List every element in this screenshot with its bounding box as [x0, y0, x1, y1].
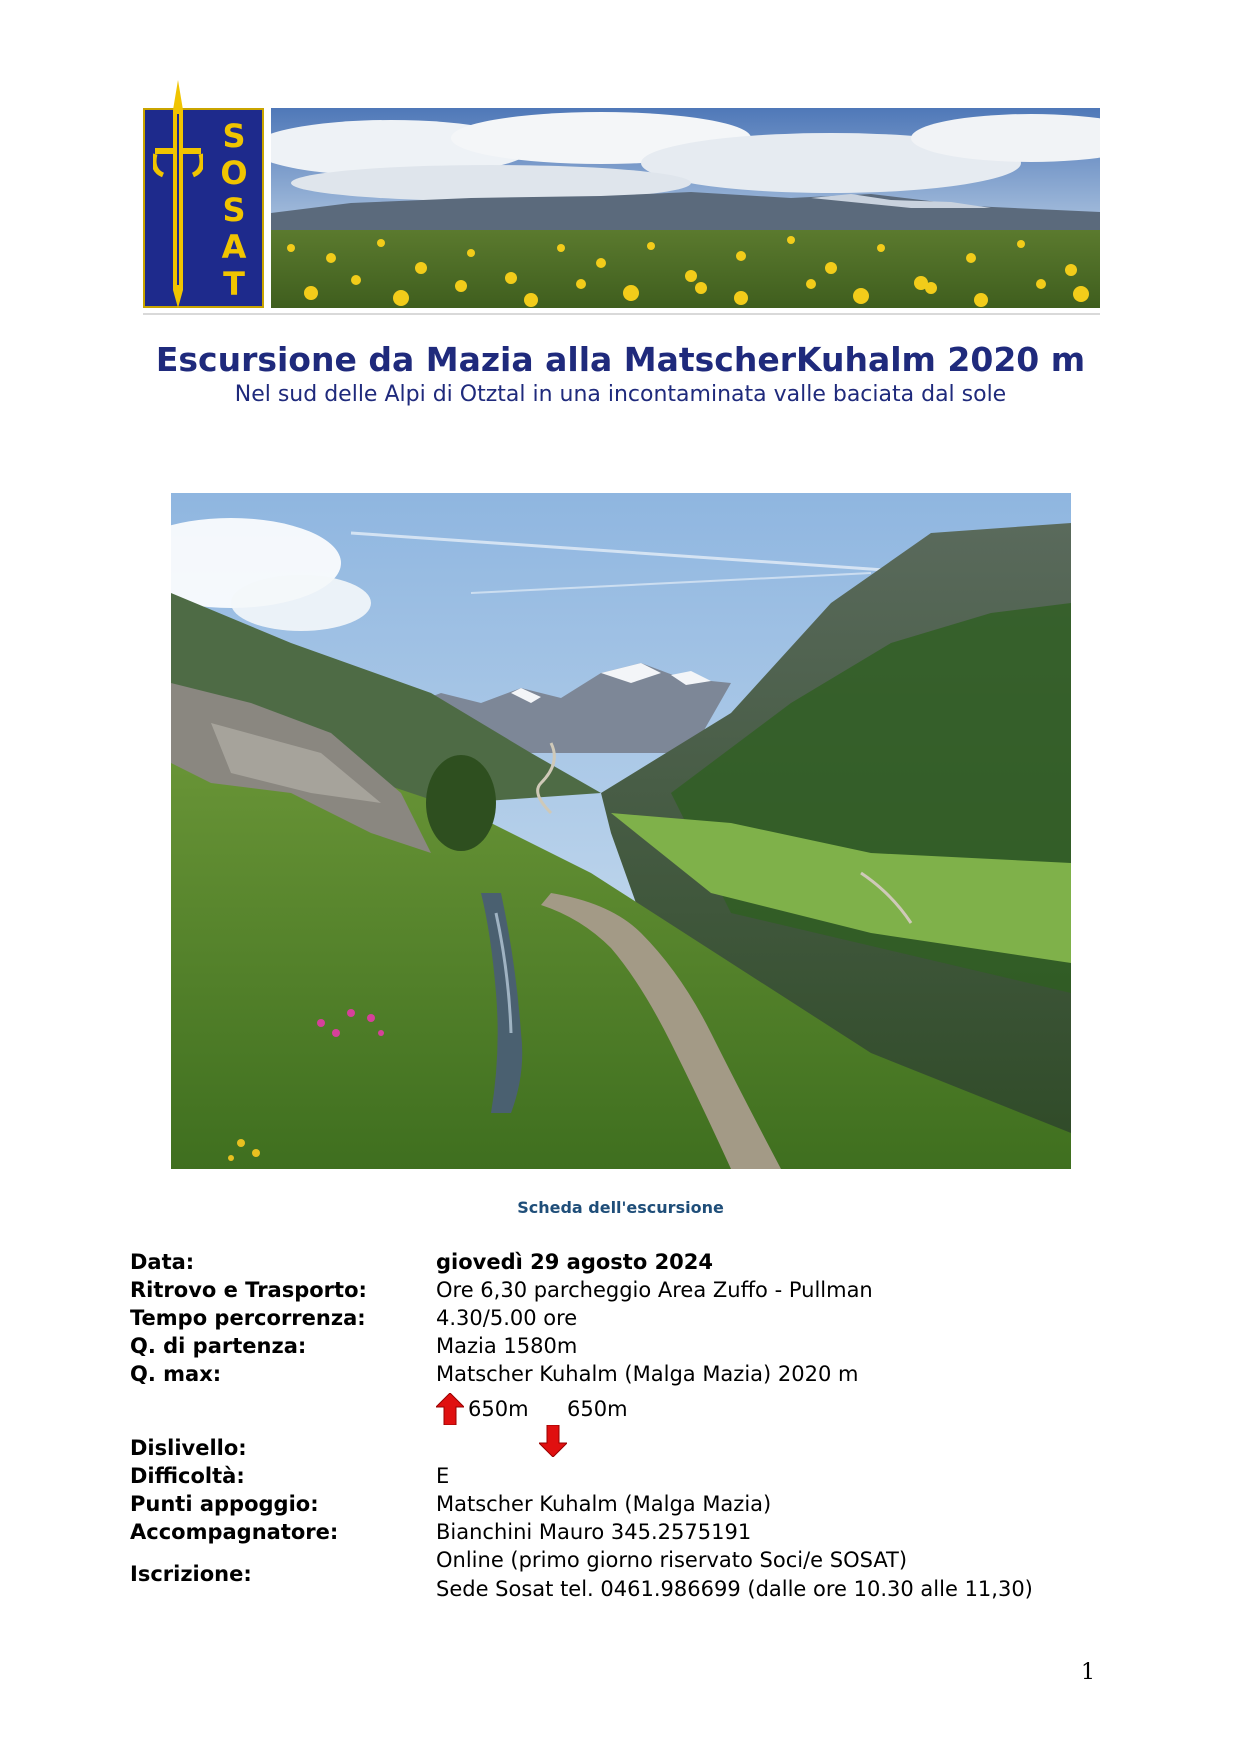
detail-label: Tempo percorrenza:: [130, 1306, 366, 1330]
detail-row-dislivello: [130, 1393, 1130, 1453]
section-caption: Scheda dell'escursione: [517, 1198, 724, 1217]
detail-value: Ore 6,30 parcheggio Area Zuffo - Pullman: [436, 1278, 873, 1302]
detail-label: Q. max:: [130, 1362, 222, 1386]
sword-icon: [153, 80, 203, 310]
detail-label: Accompagnatore:: [130, 1520, 339, 1544]
detail-label: Punti appoggio:: [130, 1492, 319, 1516]
detail-label: Ritrovo e Trasporto:: [130, 1278, 367, 1302]
detail-value: Online (primo giorno riservato Soci/e SOSAT): [436, 1548, 908, 1572]
logo-letter: S: [222, 191, 246, 229]
page-title: Escursione da Mazia alla MatscherKuhalm 2020 m: [155, 340, 1086, 379]
detail-value: Matscher Kuhalm (Malga Mazia): [436, 1492, 772, 1516]
detail-label: Difficoltà:: [130, 1464, 245, 1488]
detail-value: giovedì 29 agosto 2024: [436, 1250, 714, 1274]
logo-letter: A: [221, 228, 247, 266]
page-number: 1: [1081, 1660, 1095, 1685]
detail-row-iscrizione: [130, 1548, 1130, 1608]
header-banner: [143, 80, 1100, 308]
arrow-up-icon: [436, 1393, 464, 1425]
logo-letter: T: [223, 265, 245, 303]
banner-divider: [143, 313, 1100, 315]
detail-label: Iscrizione:: [130, 1562, 252, 1586]
detail-value: Matscher Kuhalm (Malga Mazia) 2020 m: [436, 1362, 859, 1386]
arrow-down-icon: [539, 1425, 567, 1457]
detail-label: Dislivello:: [130, 1436, 247, 1460]
detail-label: Data:: [130, 1250, 195, 1274]
detail-value: Mazia 1580m: [436, 1334, 578, 1358]
valley-trail-photo: [171, 493, 1071, 1169]
banner-landscape-photo: [271, 108, 1100, 308]
detail-value: 4.30/5.00 ore: [436, 1306, 578, 1330]
detail-value: Sede Sosat tel. 0461.986699 (dalle ore 10.30 alle 11,30): [436, 1577, 1033, 1601]
logo-text: [214, 118, 254, 303]
logo-letter: S: [222, 117, 246, 155]
sosat-logo: [143, 108, 264, 308]
page-subtitle: Nel sud delle Alpi di Otztal in una incontaminata valle baciata dal sole: [234, 382, 1007, 407]
logo-letter: O: [220, 154, 248, 192]
detail-value: E: [436, 1464, 450, 1488]
detail-value: Bianchini Mauro 345.2575191: [436, 1520, 752, 1544]
dislivello-up-value: 650m: [468, 1397, 529, 1421]
dislivello-down-value: 650m: [567, 1397, 628, 1421]
detail-label: Q. di partenza:: [130, 1334, 307, 1358]
